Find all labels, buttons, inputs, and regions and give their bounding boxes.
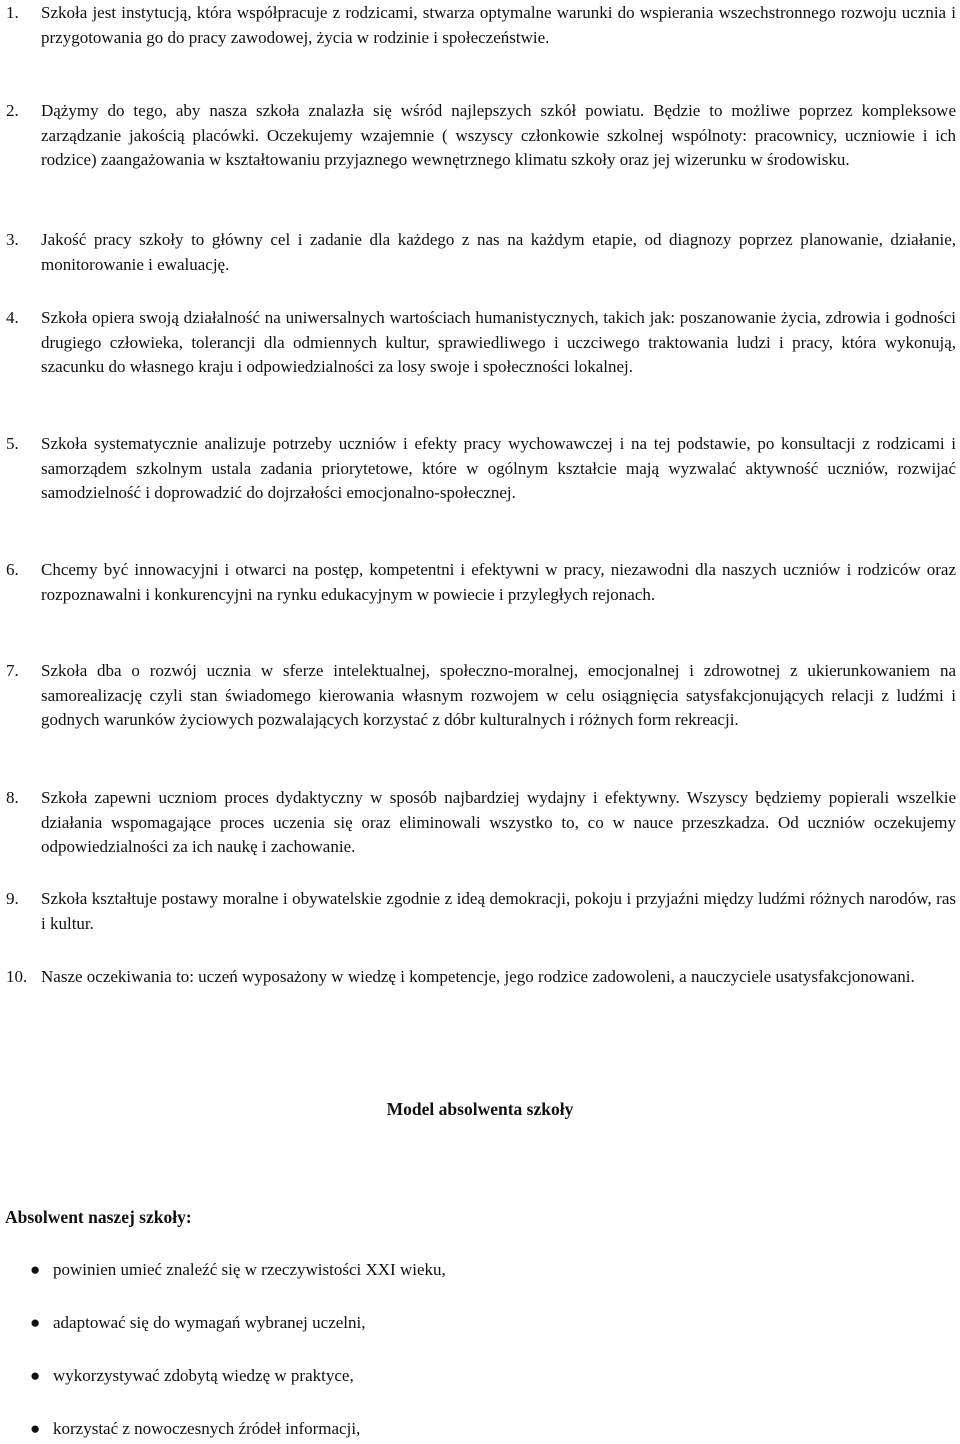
bullet-item xyxy=(30,1258,446,1283)
list-item-number: 3. xyxy=(6,230,19,249)
list-item-1 xyxy=(0,1,956,50)
bullet-icon: ● xyxy=(30,1366,41,1385)
list-item-number: 9. xyxy=(6,889,19,908)
list-item-number: 1. xyxy=(6,3,19,22)
list-item-number: 10. xyxy=(6,967,28,986)
list-item-text: Dążymy do tego, aby nasza szkoła znalazła się wśród najlepszych szkół powiatu. Będzie to możliwe poprzez kompleksowe zarządzanie jakością placówki. Oczekujemy wzajemnie ( wszyscy członkowie szkolnej wspólnoty: pracownicy, uczniowie i ich rodzice) zaangażowania w kształtowaniu przyjaznego wewnętrznego klimatu szkoły oraz jej wizerunku w środowisku. xyxy=(41,101,956,169)
list-item-number: 8. xyxy=(6,788,19,807)
list-item-text: Szkoła systematycznie analizuje potrzeby uczniów i efekty pracy wychowawczej i na tej podstawie, po konsultacji z rodzicami i samorządem szkolnym ustala zadania priorytetowe, które w ogólnym kształcie mają wyzwalać aktywność uczniów, rozwijać samodzielność i doprowadzić do dojrzałości emocjonalno-społecznej. xyxy=(41,434,956,502)
list-item-number: 2. xyxy=(6,101,19,120)
list-item-5 xyxy=(0,432,956,506)
list-item-number: 4. xyxy=(6,308,19,327)
list-item-text: Nasze oczekiwania to: uczeń wyposażony w wiedzę i kompetencje, jego rodzice zadowoleni, a nauczyciele usatysfakcjonowani. xyxy=(41,967,915,986)
bullet-text: wykorzystywać zdobytą wiedzę w praktyce, xyxy=(53,1366,354,1385)
bullet-text: powinien umieć znaleźć się w rzeczywistości XXI wieku, xyxy=(53,1260,446,1279)
list-item-8 xyxy=(0,786,956,860)
model-absolwenta-heading: Model absolwenta szkoły xyxy=(386,1099,574,1119)
bullet-text: korzystać z nowoczesnych źródeł informacji, xyxy=(53,1419,361,1438)
absolwent-heading: Absolwent naszej szkoły: xyxy=(5,1207,192,1227)
list-item-text: Chcemy być innowacyjni i otwarci na postęp, kompetentni i efektywni w pracy, niezawodni dla naszych uczniów i rodziców oraz rozpoznawalni i konkurencyjni na rynku edukacyjnym w powiecie i przyległych rejonach. xyxy=(41,560,956,604)
list-item-7 xyxy=(0,659,956,733)
bullet-icon: ● xyxy=(30,1260,41,1279)
list-item-text: Szkoła opiera swoją działalność na uniwersalnych wartościach humanistycznych, takich jak: poszanowanie życia, zdrowia i godności drugiego człowieka, tolerancji dla odmiennych kultur, sprawiedliwego i uczciwego traktowania ludzi i pracy, która wykonują, szacunku do własnego kraju i odpowiedzialności za losy swoje i społeczności lokalnej. xyxy=(41,308,956,376)
bullet-text: adaptować się do wymagań wybranej uczelni, xyxy=(53,1313,366,1332)
bullet-item xyxy=(30,1417,360,1442)
list-item-text: Szkoła dba o rozwój ucznia w sferze intelektualnej, społeczno-moralnej, emocjonalnej i zdrowotnej z ukierunkowaniem na samorealizację czyli stan świadomego kierowania własnym rozwojem w celu osiągnięcia satysfakcjonujących relacji z ludźmi i godnych warunków życiowych pozwalających korzystać z dóbr kulturalnych i różnych form rekreacji. xyxy=(41,661,956,729)
list-item-text: Szkoła zapewni uczniom proces dydaktyczny w sposób najbardziej wydajny i efektywny. Wszyscy będziemy popierali wszelkie działania wspomagające proces uczenia się oraz eliminowali wszystko to, co w nauce przeszkadza. Od uczniów oczekujemy odpowiedzialności za ich naukę i zachowanie. xyxy=(41,788,956,856)
list-item-4 xyxy=(0,306,956,380)
list-item-text: Szkoła jest instytucją, która współpracuje z rodzicami, stwarza optymalne warunki do wspierania wszechstronnego rozwoju ucznia i przygotowania go do pracy zawodowej, życia w rodzinie i społeczeństwie. xyxy=(41,3,956,47)
bullet-icon: ● xyxy=(30,1419,41,1438)
list-item-number: 6. xyxy=(6,560,19,579)
list-item-number: 5. xyxy=(6,434,19,453)
list-item-10 xyxy=(0,965,956,990)
list-item-2 xyxy=(0,99,956,173)
list-item-3 xyxy=(0,228,956,277)
list-item-text: Szkoła kształtuje postawy moralne i obywatelskie zgodnie z ideą demokracji, pokoju i przyjaźni między ludźmi różnych narodów, ras i kultur. xyxy=(41,889,956,933)
list-item-9 xyxy=(0,887,956,936)
bullet-icon: ● xyxy=(30,1313,41,1332)
bullet-item xyxy=(30,1311,366,1336)
list-item-text: Jakość pracy szkoły to główny cel i zadanie dla każdego z nas na każdym etapie, od diagnozy poprzez planowanie, działanie, monitorowanie i ewaluację. xyxy=(41,230,956,274)
list-item-number: 7. xyxy=(6,661,19,680)
list-item-6 xyxy=(0,558,956,607)
bullet-item xyxy=(30,1364,354,1389)
